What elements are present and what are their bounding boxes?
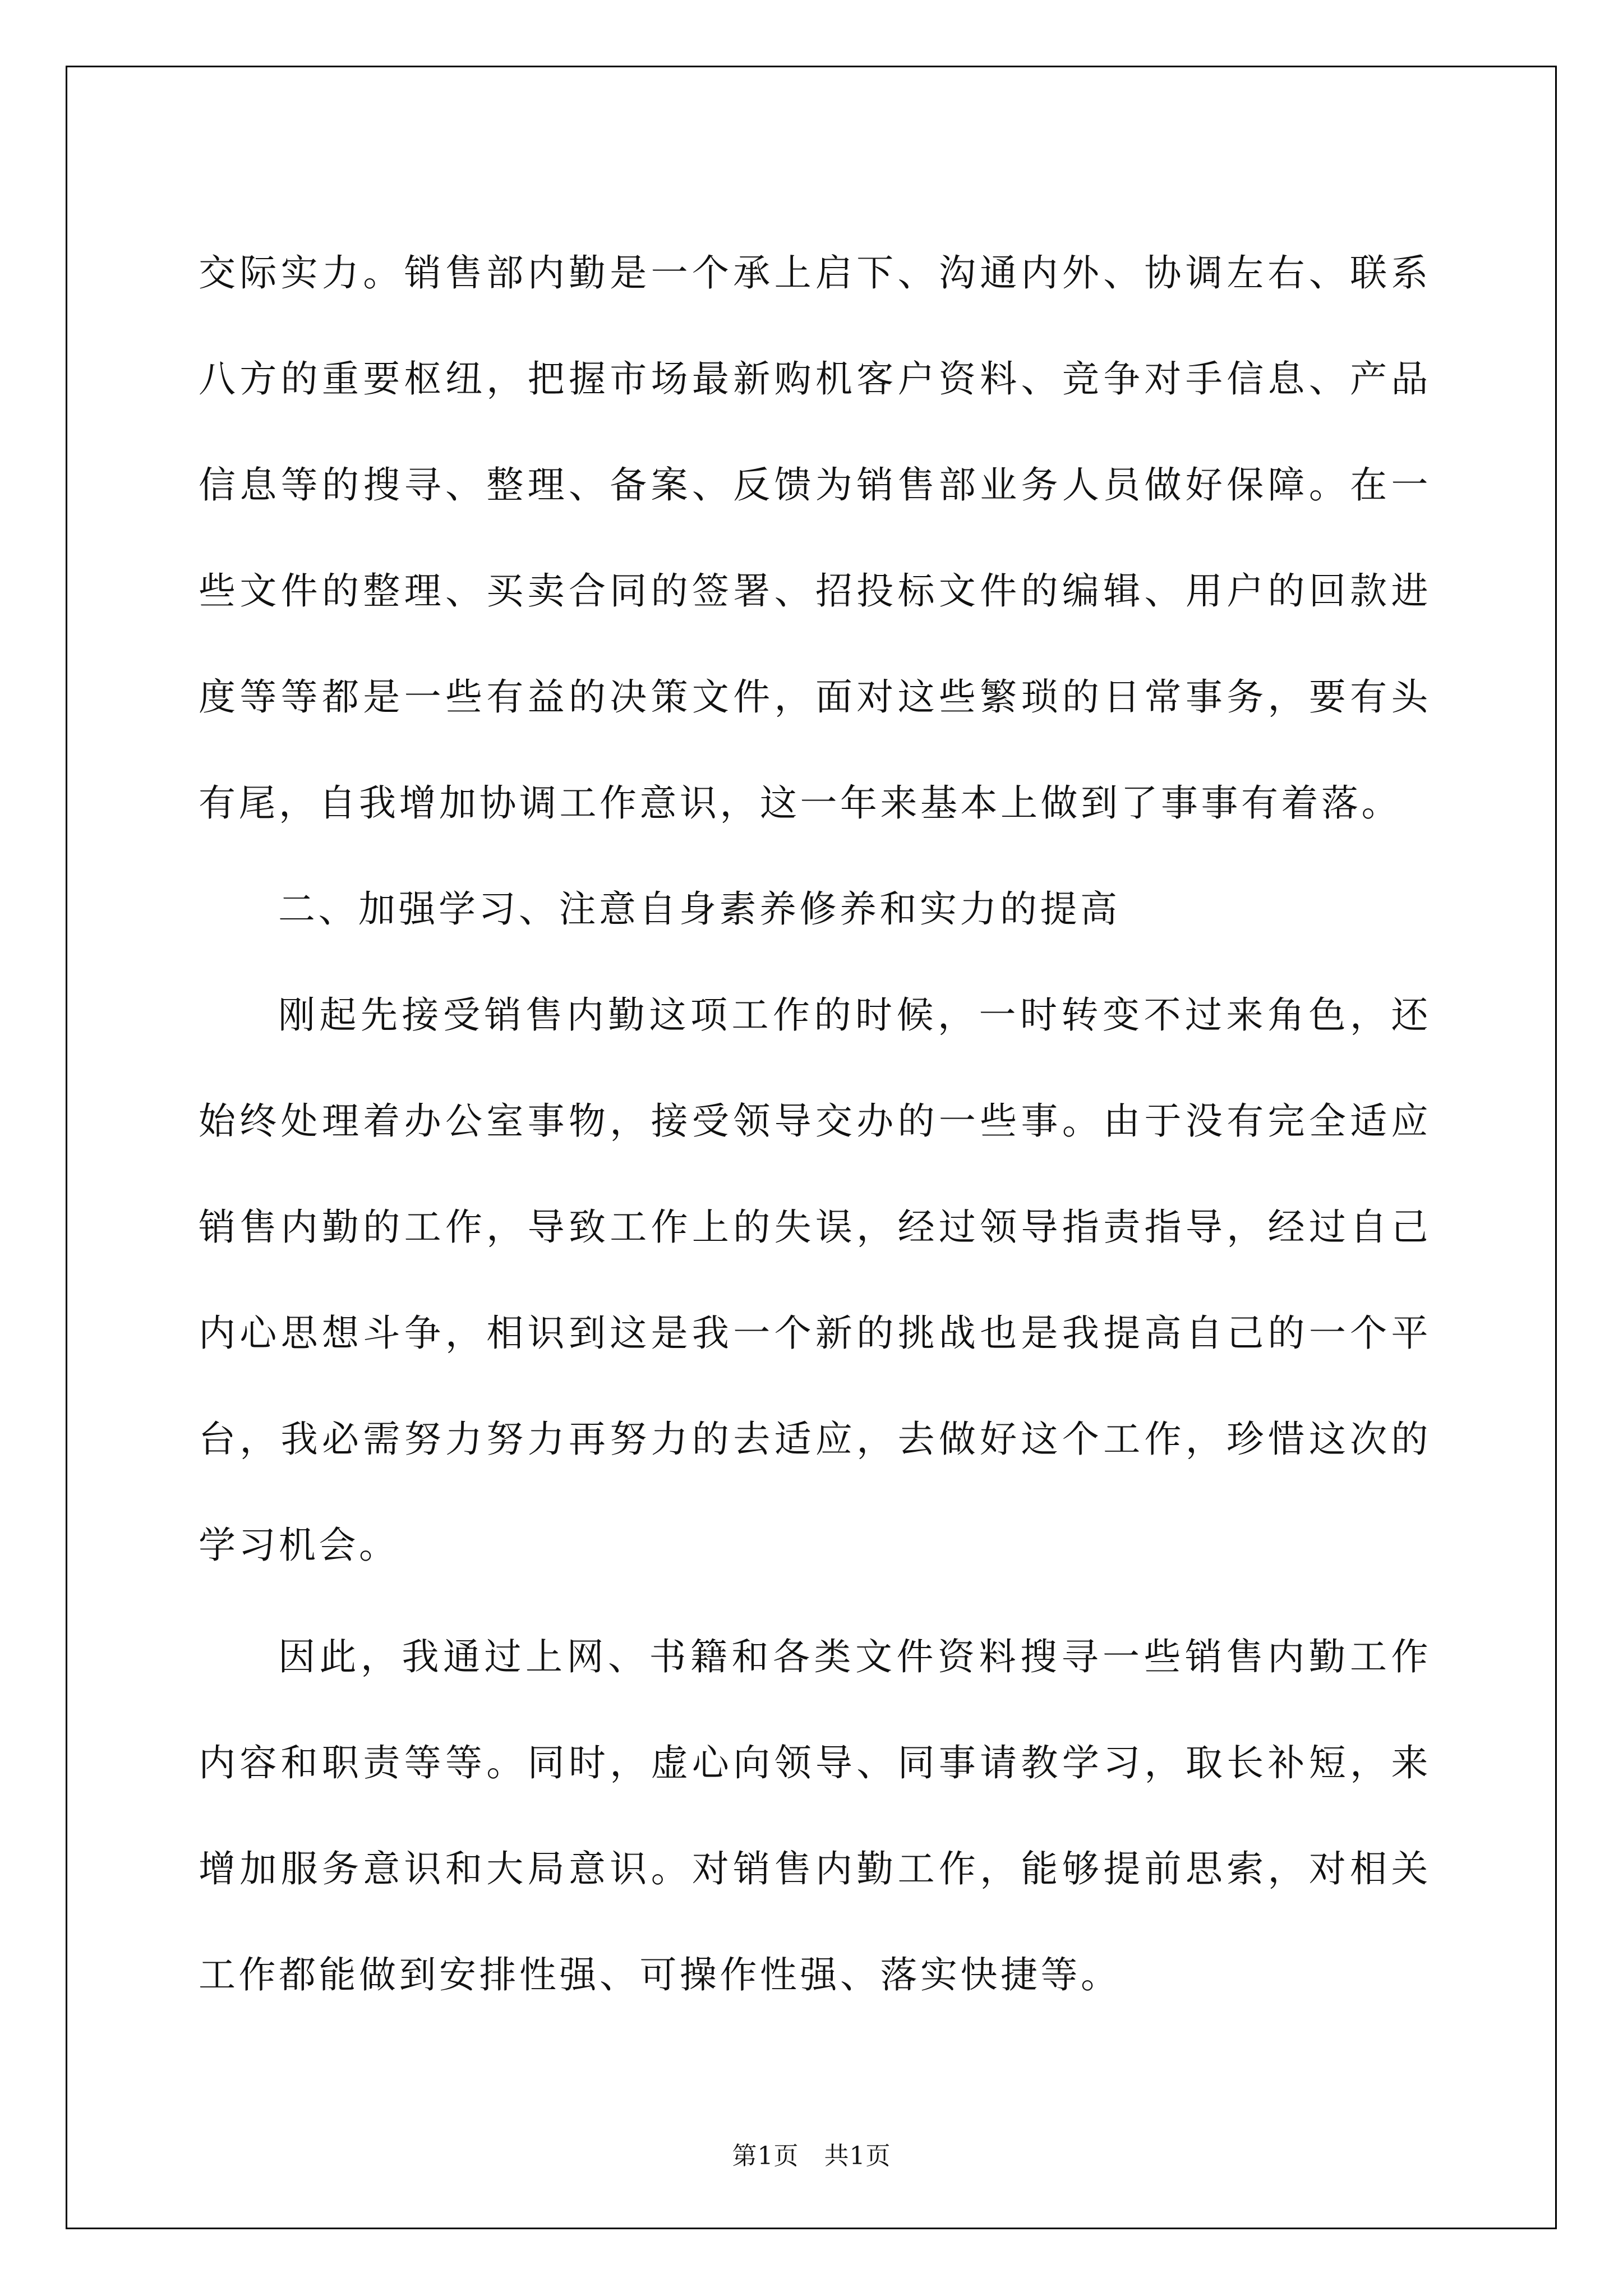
paragraph-self-study: 因此，我通过上网、书籍和各类文件资料搜寻一些销售内勤工作内容和职责等等。同时，虚心向领导、同事请教学习，取长补短，来增加服务意识和大局意识。对销售内勤工作，能够提前思索，对相关工作都能做到安排性强、可操作性强、落实快捷等。 [199,1635,1431,1996]
section-heading-learning: 二、加强学习、注意自身素养修养和实力的提高 [278,887,1121,931]
paragraph-social-skills: 交际实力。销售部内勤是一个承上启下、沟通内外、协调左右、联系八方的重要枢纽，把握市场最新购机客户资料、竞争对手信息、产品信息等的搜寻、整理、备案、反馈为销售部业务人员做好保障。在一些文件的整理、买卖合同的签署、招投标文件的编辑、用户的回款进度等等都是一些有益的决策文件，面对这些繁琐的日常事务，要有头有尾，自我增加协调工作意识，这一年来基本上做到了事事有着落。 [199,251,1431,825]
page-footer: 第1页 共1页 [732,2142,891,2170]
document-body [199,220,1431,2028]
paragraph-adapting-role: 刚起先接受销售内勤这项工作的时候，一时转变不过来角色，还始终处理着办公室事物，接受领导交办的一些事。由于没有完全适应销售内勤的工作，导致工作上的失误，经过领导指责指导，经过自己内心思想斗争，相识到这是我一个新的挑战也是我提高自己的一个平台，我必需努力努力再努力的去适应，去做好这个工作，珍惜这次的学习机会。 [199,993,1431,1567]
